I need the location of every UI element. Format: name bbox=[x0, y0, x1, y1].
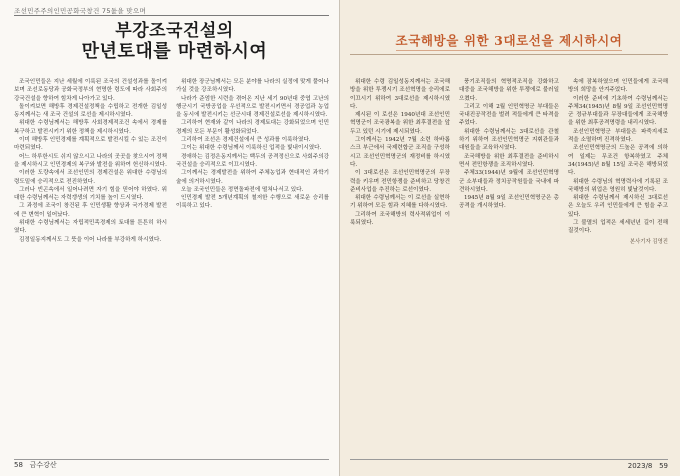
paragraph: 인민경제 발전 5개년계획의 철저한 수행으로 새로운 승리를 이룩하고 있다. bbox=[176, 195, 329, 210]
paragraph: 위대한 수령님의 혁명력사에 기록된 조국해방의 위업은 영원히 빛날것이다. bbox=[568, 178, 668, 193]
paragraph: 돌이켜보면 해방후 경제건설정책을 수립하고 전개한 김일성동지께서는 새 조국 건설의 로선을 제시하시였다. bbox=[14, 103, 167, 119]
right-page bbox=[340, 0, 680, 476]
paragraph: 그이는 위대한 수령님께서 이룩하신 업적을 빛내이시였다. bbox=[181, 145, 322, 152]
magazine-name: 금수강산 bbox=[29, 461, 57, 469]
title-line-2: 만년토대를 마련하시여 bbox=[81, 40, 268, 62]
paragraph: 그리하여 조선은 경제건설에서 큰 성과를 이룩하였다. bbox=[181, 137, 311, 144]
paragraph: 풍기조직들의 혁명적조직을 강화하고 대중을 조국해방을 위한 투쟁에로 불러일으켰다. bbox=[459, 79, 559, 102]
paragraph: 위대한 수령님께서는 자립적민족경제의 토대를 튼튼히 하시였다. bbox=[14, 220, 167, 235]
title-rule bbox=[350, 54, 668, 55]
paragraph: 이러한 준비에 기초하여 수령님께서는 주체34(1945)년 8월 9일 조선인민혁명군 정규부대들과 무장대들에게 조국해방을 위한 최후공격명령을 내리시였다. bbox=[568, 95, 668, 127]
paragraph: 어느 하루한시도 쉬지 않으시고 나라의 곳곳을 찾으시여 정책을 제시하시고 인민경제의 복구와 발전을 위하여 헌신하시였다. bbox=[14, 153, 167, 168]
right-body-columns bbox=[350, 78, 668, 454]
paragraph: 그리고 이해 2월 인민혁명군 부대들은 국내진공작전을 벌려 적들에게 큰 타격을 주었다. bbox=[459, 103, 559, 127]
footer-rule bbox=[350, 459, 668, 460]
footer-rule bbox=[14, 459, 329, 460]
paragraph: 그이께서는 1942년 7월 소련 하바롭스크 부근에서 국제련합군 조직을 구성하시고 조선인민혁명군의 재정비를 하시였다. bbox=[350, 137, 450, 168]
paragraph: 그리하여 현재와 같이 나라의 경제토대는 강화되었으며 인민경제의 모든 부문이 활성화되었다. bbox=[176, 120, 329, 135]
paragraph: 김정일동지께서도 그 뜻을 이어 나라를 부강하게 하시였다. bbox=[19, 236, 162, 243]
paragraph: 1945년 8월 9일 조선인민혁명군은 총공격을 개시하였다. bbox=[459, 195, 559, 210]
issue-date: 2023/8 bbox=[627, 462, 653, 470]
right-title-wrap bbox=[350, 30, 668, 51]
paragraph: 그러나 빈곤속에서 일어나려면 자기 힘을 믿어야 하였다. 위대한 수령님께서는 자력갱생의 기치를 높이 드시였다. bbox=[14, 186, 167, 202]
paragraph: 위대한 수령 김일성동지께서는 조국해방을 위한 투쟁시기 조선혁명을 승리에로 이끄시기 위하여 3대로선을 제시하시였다. bbox=[350, 79, 450, 110]
paragraph: 그리하여 조국해방의 력사적위업이 이룩되였다. bbox=[350, 211, 450, 227]
paragraph: 오늘 조국인민들은 정면돌파전에 떨쳐나서고 있다. bbox=[181, 186, 304, 193]
paragraph: 그 과정에 조국이 창건된 후 인민생활 향상과 국가경제 발전에 큰 변혁이 일어났다. bbox=[14, 203, 167, 218]
paragraph: 위대한 수령님께서는 3대로선을 관철하기 위하여 조선인민혁명군 지휘관들과 대원들을 교육하시였다. bbox=[459, 128, 559, 152]
paragraph: 위대한 장군님께서는 모든 분야를 나라의 실정에 맞게 풀어나가실 것을 강조하시였다. bbox=[176, 79, 329, 94]
left-column-1 bbox=[14, 78, 167, 454]
paragraph: 그이께서는 경제발전을 위하여 주체농업과 현대적인 과학기술에 의거하시였다. bbox=[176, 170, 329, 185]
paragraph: 위대한 수령님께서는 이 로선을 실현하기 위하여 모든 힘과 지혜를 다하시였다. bbox=[350, 195, 450, 210]
author-signoff: 본사기자 김영진 bbox=[629, 238, 668, 245]
paragraph: 속에 잠복하였으며 인민들에게 조국해방의 희망을 안겨주었다. bbox=[568, 79, 668, 94]
paragraph: 위대한 수령님께서 제시하신 3대로선은 오늘도 우리 인민들에게 큰 힘을 주고 있다. bbox=[568, 195, 668, 218]
page-number: 59 bbox=[659, 462, 668, 470]
page-header: 조선민주주의인민공화국창건 75돐을 맞으며 bbox=[14, 7, 147, 15]
left-column-2 bbox=[176, 78, 329, 454]
right-column-3 bbox=[568, 78, 668, 454]
left-body-columns bbox=[14, 78, 329, 454]
paragraph: 이러한 도량속에서 조선인민의 경제건설은 위대한 수령님의 령도밑에 승리적으로 전진하였다. bbox=[14, 170, 167, 185]
paragraph: 경애하는 김정은동지께서는 백두의 공격정신으로 사회주의강국건설을 승리적으로 이끄시였다. bbox=[176, 153, 329, 168]
paragraph: 조국해방을 위한 최후결전을 준비하시면서 전민항쟁을 조직하시였다. bbox=[459, 153, 559, 168]
title-line-1: 부강조국건설의 bbox=[115, 21, 234, 41]
article-title: 조국해방을 위한 3대로선을 제시하시여 bbox=[396, 31, 623, 51]
paragraph: 주체33(1944)년 9월에 조선인민혁명군 소부대들과 정치공작원들을 국내에 파견하시였다. bbox=[459, 170, 559, 193]
page-number: 58 bbox=[14, 461, 23, 469]
left-footer bbox=[14, 460, 57, 470]
right-footer bbox=[628, 462, 668, 470]
article-title bbox=[40, 22, 309, 62]
right-column-2 bbox=[459, 78, 559, 454]
paragraph: 그 불멸의 업적은 세세년년 길이 전해질것이다. bbox=[568, 220, 668, 235]
header-rule bbox=[14, 15, 329, 16]
paragraph: 이미 해방후 인민경제를 계획적으로 발전시킬 수 있는 조건이 마련되였다. bbox=[14, 137, 167, 152]
paragraph: 조선인민혁명군 부대들은 파죽지세로 적을 소멸하며 진격하였다. bbox=[568, 128, 668, 144]
right-column-1 bbox=[350, 78, 450, 454]
paragraph: 위대한 수령님께서는 해방후 사회경제적조건 속에서 경제를 복구하고 발전시키기 위한 정책을 제시하시였다. bbox=[14, 120, 167, 135]
paragraph: 나라가 준엄한 시련을 겪어온 지난 세기 90년대 중엽 고난의 행군시기 국방공업을 우선적으로 발전시키면서 경공업과 농업을 동시에 발전시키는 선군시대 경제건설로선을 제시하시였다. bbox=[176, 95, 329, 119]
paragraph: 이 3대로선은 조선인민혁명군의 무장력을 키우며 전민항쟁을 준비하고 당창건 준비사업을 추진하는 로선이였다. bbox=[350, 170, 450, 193]
paragraph: 제시된 이 로선은 1940년대 조선인민혁명군이 조국광복을 위한 최후결전을 앞두고 있던 시기에 제시되였다. bbox=[350, 112, 450, 135]
paragraph: 조국인민들은 지난 세월에 이룩된 조국의 건설성과를 돌이켜보며 조선로동당과 공화국정부의 현명한 령도에 따라 사회주의강국건설을 향하여 힘차게 나아가고 있다. bbox=[14, 79, 167, 102]
paragraph: 조선인민혁명군의 드높은 공격에 의하여 일제는 무조건 항복하였고 주체34(1945)년 8월 15일 조국은 해방되었다. bbox=[568, 145, 668, 177]
